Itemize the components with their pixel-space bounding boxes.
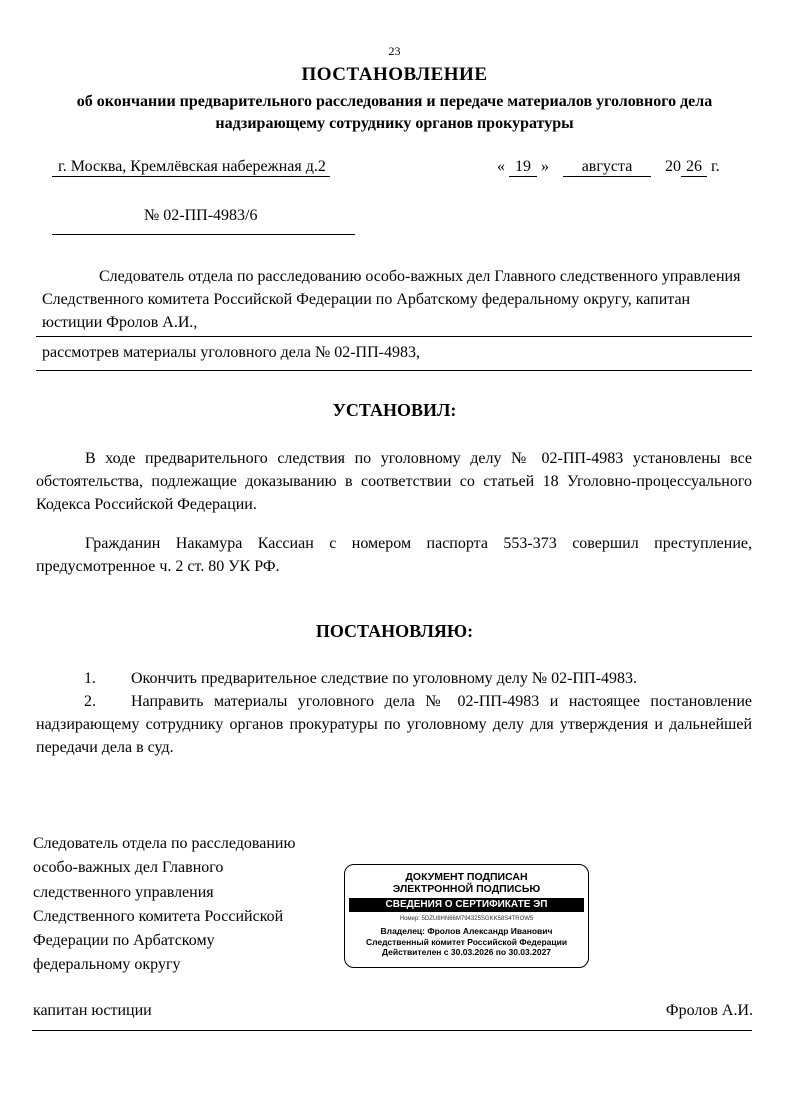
date-close-quote: » — [541, 158, 549, 175]
established-paragraph-2: Гражданин Накамура Кассиан с номером паспорта 553-373 совершил преступление, предусмотренное ч. 2 ст. 80 УК РФ. — [36, 535, 752, 575]
resolved-list — [36, 667, 752, 759]
place-value: г. Москва, Кремлёвская набережная д.2 — [52, 158, 330, 177]
resolved-heading: ПОСТАНОВЛЯЮ: — [315, 621, 474, 641]
divider — [36, 336, 752, 337]
date-month: августа — [563, 158, 651, 177]
stamp-owner: Владелец: Фролов Александр Иванович — [380, 926, 553, 936]
page-number: 23 — [388, 44, 401, 58]
list-item — [36, 690, 752, 759]
signer-line: особо-важных дел Главного — [33, 859, 224, 877]
divider — [36, 370, 752, 371]
electronic-signature-stamp — [344, 864, 589, 968]
list-item-number: 1. — [84, 670, 96, 687]
investigator-paragraph: Следователь отдела по расследованию особо-важных дел Главного следственного управления Следственного комитета Российской Федерации по Арбатскому федеральному округу, капитан юстиции Фролов А.И., — [42, 268, 741, 331]
date-year-suffix: 26 — [681, 158, 707, 177]
date-day: 19 — [509, 158, 537, 177]
signer-line: Следователь отдела по расследованию — [33, 835, 296, 852]
date-field — [497, 158, 720, 177]
date-open-quote: « — [497, 158, 505, 175]
list-item-text: Окончить предварительное следствие по уголовному делу № 02-ПП-4983. — [131, 670, 637, 687]
date-year-prefix: 20 — [665, 158, 681, 175]
signer-line: федеральному округу — [33, 956, 181, 974]
document-number: № 02-ПП-4983/6 — [144, 207, 258, 224]
date-year-unit: г. — [711, 158, 720, 175]
stamp-line-2: ЭЛЕКТРОННОЙ ПОДПИСЬЮ — [392, 883, 541, 895]
stamp-serial: Номер: 5DZU8HN66M794325SGKK58S4TROW5 — [399, 916, 534, 922]
document-subtitle — [40, 91, 749, 135]
list-item-number: 2. — [84, 693, 96, 710]
list-item — [36, 667, 752, 690]
established-paragraph-1: В ходе предварительного следствия по уголовному делу № 02-ПП-4983 установлены все обстоятельства, подлежащие доказыванию в соответствии со статьей 18 Уголовно-процессуального Кодекса Российской Федерации. — [36, 450, 752, 513]
signer-line: Следственного комитета Российской — [33, 907, 284, 925]
considered-paragraph: рассмотрев материалы уголовного дела № 02-ПП-4983, — [42, 344, 420, 361]
stamp-line-1: ДОКУМЕНТ ПОДПИСАН — [405, 871, 528, 883]
stamp-organization: Следственный комитет Российской Федерации — [365, 936, 568, 947]
document-title: ПОСТАНОВЛЕНИЕ — [301, 64, 488, 85]
established-heading: УСТАНОВИЛ: — [332, 400, 457, 420]
place-field — [52, 158, 330, 177]
document-number-field — [52, 207, 355, 235]
subtitle-line-1: об окончании предварительного расследования и передаче материалов уголовного дела — [76, 93, 713, 110]
signer-line: следственного управления — [33, 883, 214, 901]
stamp-validity: Действителен с 30.03.2026 по 30.03.2027 — [381, 947, 552, 957]
subtitle-line-2: надзирающему сотруднику органов прокуратуры — [215, 115, 574, 132]
signer-name: Фролов А.И. — [665, 1002, 753, 1019]
signer-title — [33, 832, 333, 978]
stamp-certificate-bar: СВЕДЕНИЯ О СЕРТИФИКАТЕ ЭП — [349, 898, 584, 912]
signature-line — [32, 1030, 752, 1031]
list-item-text: Направить материалы уголовного дела № 02-ПП-4983 и настоящее постановление надзирающему сотруднику органов прокуратуры по уголовному делу для утверждения и дальнейшей передачи дела в суд. — [36, 693, 752, 756]
signer-line: Федерации по Арбатскому — [33, 932, 215, 950]
signer-rank: капитан юстиции — [33, 1002, 152, 1019]
